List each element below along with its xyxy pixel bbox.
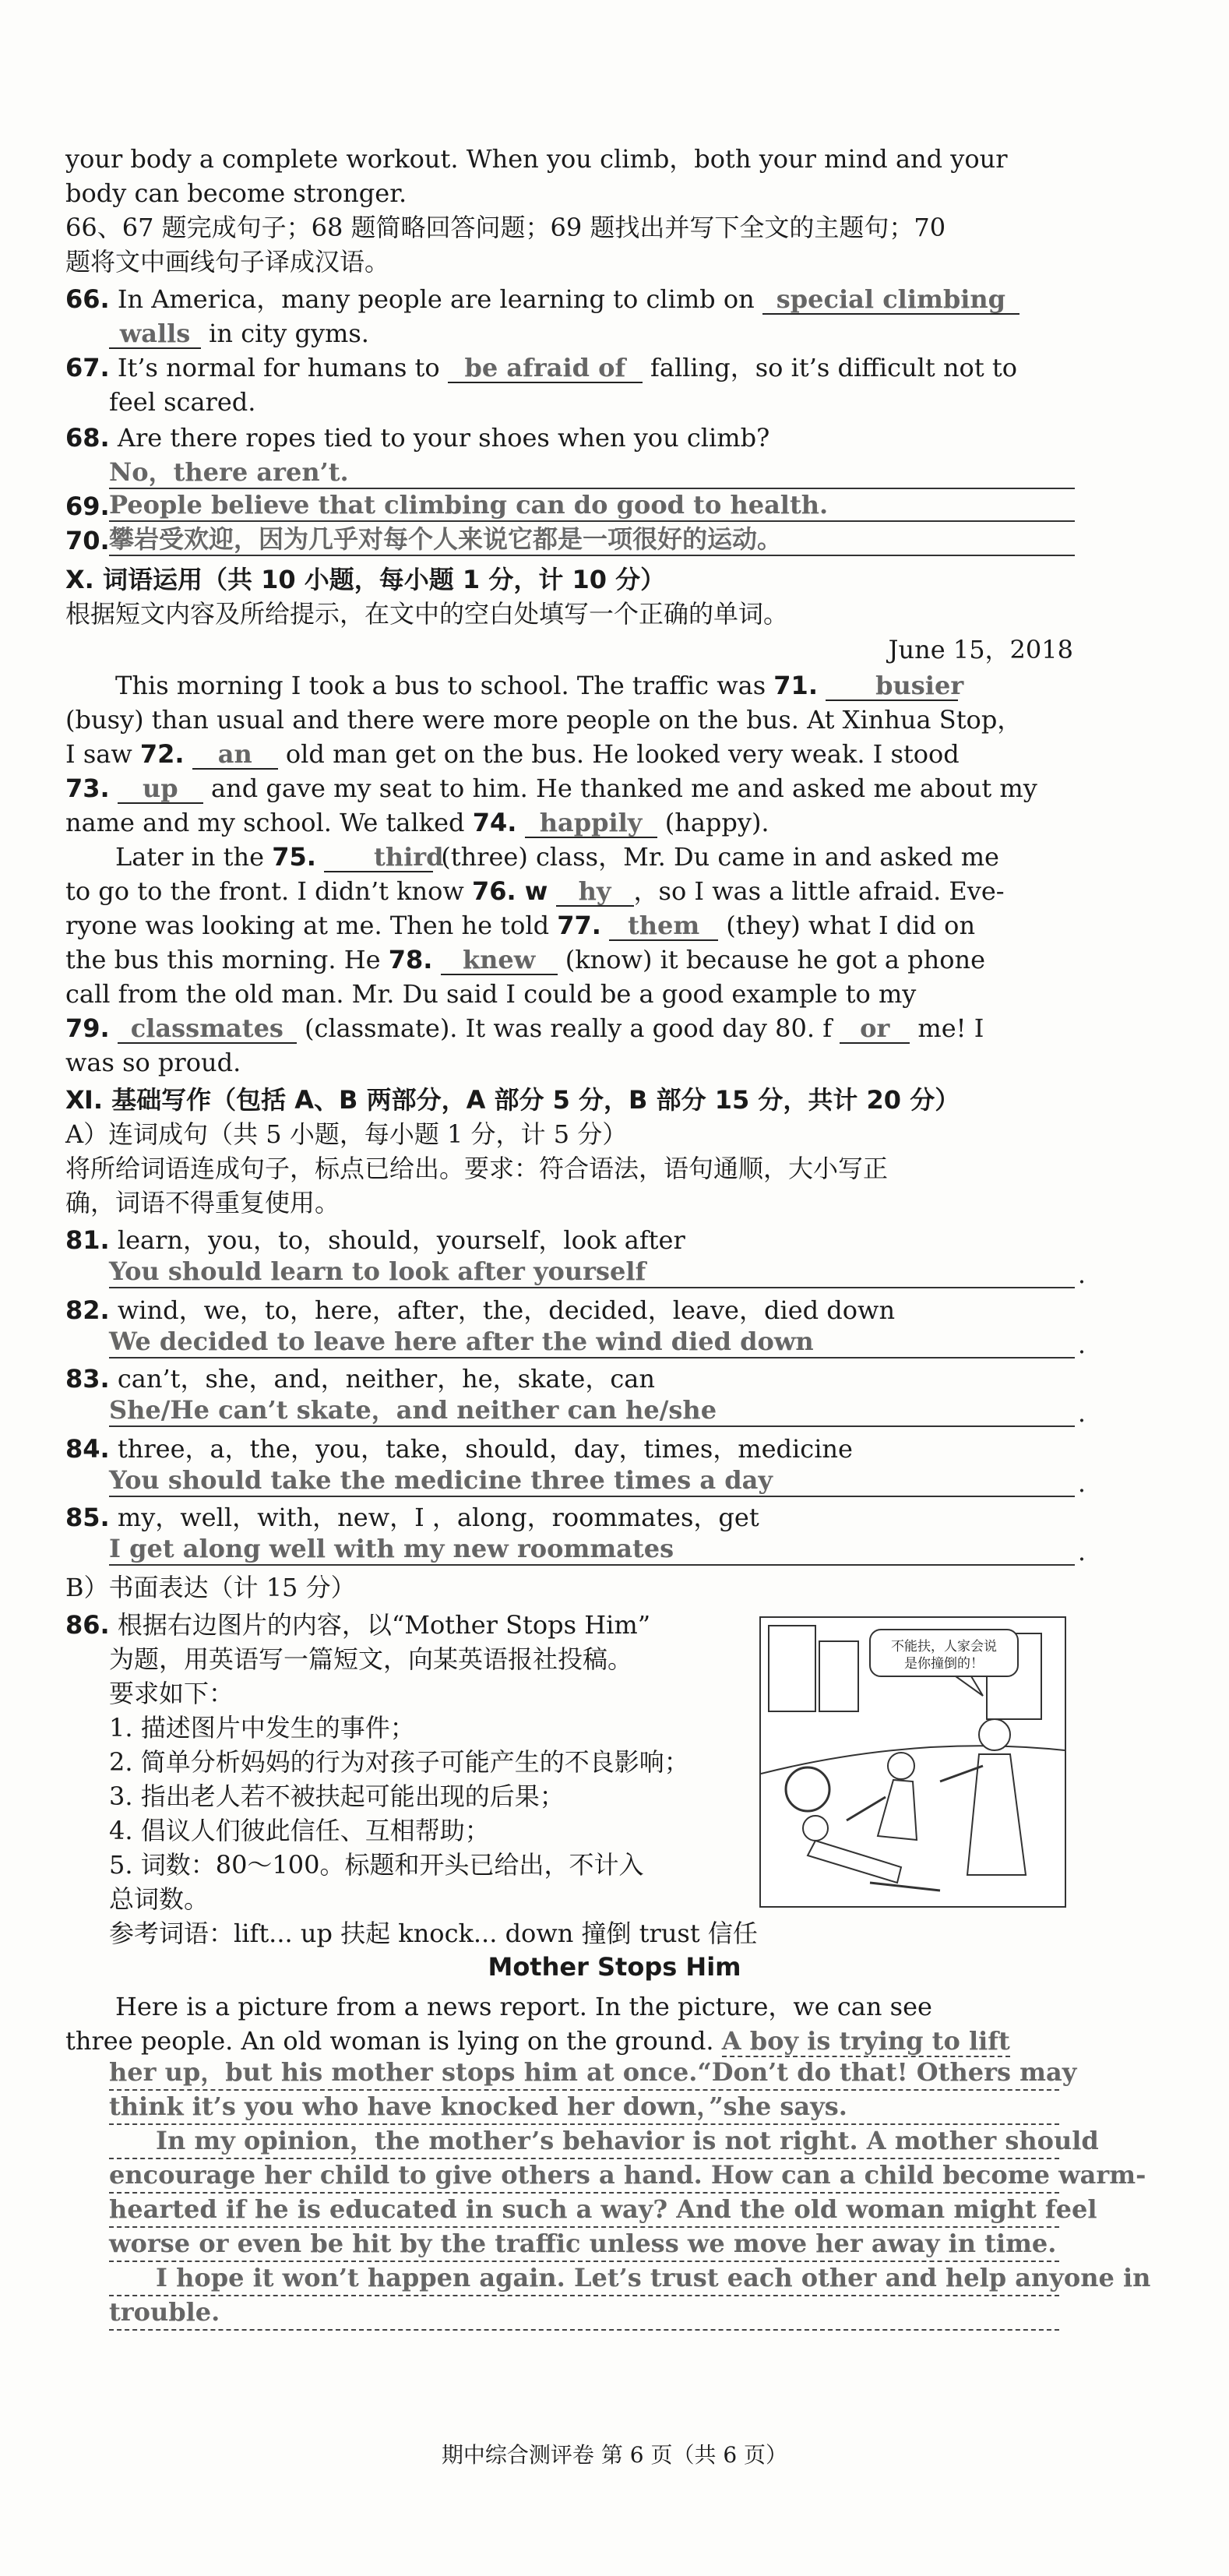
part-b-heading: B）书面表达（计 15 分）	[65, 1573, 356, 1602]
question-number: 83.	[65, 1364, 110, 1394]
answer-blank-72: an	[192, 740, 278, 770]
essay-answer-line: her up，but his mother stops him at once.“Don’t do that! Others may	[109, 2056, 1059, 2091]
answer-line-69: People believe that climbing can do good to health.	[109, 489, 1075, 522]
intro-line-2: body can become stronger.	[65, 178, 407, 208]
passage-text: ryone was looking at me. Then he told	[65, 911, 558, 940]
prompt-line: 要求如下：	[109, 1679, 234, 1708]
cartoon-image	[759, 1616, 1066, 1908]
essay-title: Mother Stops Him	[488, 1952, 741, 1982]
passage-line	[65, 771, 1078, 805]
answer-text: I get along well with my new roommates	[109, 1534, 674, 1563]
passage-text: (classmate). It was really a good day 80. f	[296, 1013, 833, 1043]
answer-line-81: You should learn to look after yourself .	[109, 1256, 1086, 1289]
passage-text: me! I	[917, 1013, 984, 1043]
passage-text: This morning I took a bus to school. The traffic was	[115, 671, 774, 700]
word-list: three，a，the，you，take，should，day，times，medicine	[117, 1434, 853, 1464]
essay-answer-line: trouble.	[109, 2296, 1059, 2331]
passage-text: (know) it because he got a phone	[557, 945, 986, 974]
passage-line: (busy) than usual and there were more people on the bus. At Xinhua Stop，	[65, 705, 1023, 735]
question-81	[65, 1223, 1078, 1257]
section-10-instruction: 根据短文内容及所给提示，在文中的空白处填写一个正确的单词。	[65, 599, 789, 629]
answer-blank-79: classmates	[118, 1014, 297, 1044]
question-68	[65, 421, 1078, 455]
passage-text: the bus this morning. He	[65, 945, 389, 974]
part-a-heading: A）连词成句（共 5 小题，每小题 1 分，计 5 分）	[65, 1119, 628, 1149]
answer-blank-67: be afraid of	[448, 354, 643, 383]
answer-line-68: No，there aren’t.	[109, 456, 1075, 489]
question-number: 84.	[65, 1434, 110, 1464]
passage-line	[65, 874, 1078, 908]
instruction-line-2: 题将文中画线句子译成汉语。	[65, 247, 390, 277]
essay-given-text: three people. An old woman is lying on the ground.	[65, 2026, 714, 2056]
answer-text: You should learn to look after yourself	[109, 1256, 646, 1286]
question-67-continued: feel scared.	[109, 387, 256, 417]
passage-text: (happy).	[657, 808, 769, 837]
question-number: 85.	[65, 1503, 110, 1532]
answer-line-70: 攀岩受欢迎，因为几乎对每个人来说它都是一项很好的运动。	[109, 523, 1075, 556]
requirement-2: 2. 简单分析妈妈的行为对孩子可能产生的不良影响；	[109, 1747, 689, 1777]
requirement-4: 4. 倡议人们彼此信任、互相帮助；	[109, 1816, 490, 1845]
question-text: It’s normal for humans to	[117, 353, 440, 382]
essay-line	[65, 2024, 1078, 2058]
prompt-text: 根据右边图片的内容，以“Mother Stops Him”	[117, 1610, 651, 1640]
question-84	[65, 1432, 1078, 1466]
word-list: learn，you，to，should，yourself，look after	[117, 1225, 685, 1255]
question-text: In America，many people are learning to climb on	[117, 284, 755, 314]
passage-line	[65, 805, 1078, 840]
question-66	[65, 282, 1078, 316]
question-number: 69.	[65, 492, 110, 521]
blank-number: 76. w	[471, 876, 548, 906]
passage-text: (three) class，Mr. Du came in and asked me	[433, 842, 999, 872]
answer-blank-66b: walls	[109, 319, 201, 349]
question-number: 67.	[65, 353, 110, 382]
essay-answer-line: In my opinion，the mother’s behavior is not right. A mother should	[109, 2125, 1059, 2159]
passage-text: (they) what I did on	[718, 911, 976, 940]
requirement-3: 3. 指出老人若不被扶起可能出现的后果；	[109, 1781, 565, 1811]
question-number: 81.	[65, 1225, 110, 1255]
question-83	[65, 1362, 1078, 1396]
question-text: Are there ropes tied to your shoes when you climb?	[117, 423, 770, 453]
answer-blank-78: knew	[441, 946, 558, 975]
passage-line	[65, 668, 1078, 703]
answer-blank-77: them	[609, 911, 718, 941]
passage-line: was so proud.	[65, 1048, 241, 1077]
essay-answer-line: think it’s you who have knocked her down，”she says.	[109, 2091, 1059, 2125]
essay-answer-text: A boy is trying to lift	[721, 2026, 1010, 2056]
passage-text: Later in the	[115, 842, 273, 872]
requirement-5-continued: 总词数。	[109, 1884, 210, 1914]
passage-text: name and my school. We talked	[65, 808, 473, 837]
passage-line	[65, 1011, 1078, 1045]
word-list: my，well，with，new，I ，along，roommates，get	[117, 1503, 759, 1532]
answer-text: You should take the medicine three times a day	[109, 1465, 773, 1495]
speech-bubble-line-2: 是你撞倒的！	[904, 1656, 984, 1672]
blank-number: 73.	[65, 774, 110, 803]
passage-text: I saw	[65, 739, 140, 769]
word-list: can’t，she，and，neither，he，skate，can	[117, 1364, 655, 1394]
passage-line	[65, 737, 1078, 771]
passage-text: to go to the front. I didn’t know	[65, 876, 472, 906]
question-number: 66.	[65, 284, 110, 314]
speech-bubble-line-1: 不能扶，人家会说	[891, 1639, 997, 1654]
passage-line: call from the old man. Mr. Du said I could be a good example to my	[65, 979, 917, 1009]
answer-line-83: She/He can’t skate，and neither can he/she .	[109, 1395, 1086, 1428]
blank-number: 79.	[65, 1013, 110, 1043]
question-67	[65, 351, 1078, 385]
passage-line	[65, 840, 1078, 874]
question-number: 86.	[65, 1610, 110, 1640]
requirement-5: 5. 词数：80～100。标题和开头已给出，不计入	[109, 1850, 644, 1880]
passage-text: old man get on the bus. He looked very weak. I stood	[277, 739, 960, 769]
question-85	[65, 1500, 1078, 1535]
answer-text: We decided to leave here after the wind died down	[109, 1327, 814, 1356]
answer-line-82: We decided to leave here after the wind died down .	[109, 1327, 1086, 1359]
part-a-instruction-2: 确，词语不得重复使用。	[65, 1188, 340, 1218]
letter-date: June 15，2018	[888, 635, 1073, 664]
blank-number: 71.	[773, 671, 818, 700]
part-a-instruction-1: 将所给词语连成句子，标点已给出。要求：符合语法，语句通顺，大小写正	[65, 1154, 889, 1183]
instruction-line-1: 66、67 题完成句子；68 题简略回答问题；69 题找出并写下全文的主题句；70	[65, 213, 946, 242]
blank-number: 78.	[388, 945, 433, 974]
page-footer: 期中综合测评卷 第 6 页（共 6 页）	[441, 2442, 788, 2468]
answer-line-84: You should take the medicine three times a day .	[109, 1465, 1086, 1498]
section-10-heading: Ⅹ. 词语运用（共 10 小题，每小题 1 分，计 10 分）	[65, 565, 666, 594]
answer-blank-73: up	[118, 774, 203, 804]
answer-blank-80: or	[840, 1014, 910, 1044]
question-text: in city gyms.	[209, 319, 369, 348]
passage-line	[65, 908, 1078, 943]
answer-text: She/He can’t skate，and neither can he/she	[109, 1395, 717, 1425]
question-66-continued	[65, 316, 1078, 351]
answer-blank-71: busier	[826, 671, 958, 701]
answer-blank-76: hy	[556, 877, 634, 907]
question-text: falling，so it’s difficult not to	[650, 353, 1017, 382]
requirement-1: 1. 描述图片中发生的事件；	[109, 1713, 415, 1743]
question-number: 82.	[65, 1295, 110, 1325]
passage-text: and gave my seat to him. He thanked me and asked me about my	[202, 774, 1037, 803]
answer-blank-74: happily	[525, 809, 657, 838]
essay-answer-line: encourage her child to give others a hand. How can a child become warm-	[109, 2159, 1059, 2194]
question-number: 70.	[65, 526, 110, 555]
reference-words: 参考词语：lift... up 扶起 knock... down 撞倒 trust 信任	[109, 1919, 758, 1948]
essay-line: Here is a picture from a news report. In the picture，we can see	[115, 1992, 932, 2021]
passage-text: ，so I was a little afraid. Eve-	[633, 876, 1005, 906]
essay-answer-line: worse or even be hit by the traffic unless we move her away in time.	[109, 2228, 1059, 2262]
cartoon-drawing	[761, 1618, 1065, 1906]
question-82	[65, 1293, 1078, 1327]
answer-blank-75: third	[324, 843, 433, 872]
blank-number: 77.	[557, 911, 601, 940]
section-11-heading: Ⅺ. 基础写作（包括 A、B 两部分，A 部分 5 分，B 部分 15 分，共计 20 分）	[65, 1085, 960, 1115]
intro-line-1: your body a complete workout. When you climb，both your mind and your	[65, 144, 1008, 174]
answer-line-85: I get along well with my new roommates .	[109, 1534, 1086, 1566]
answer-blank-66a: special climbing	[762, 285, 1019, 315]
essay-answer-line: I hope it won’t happen again. Let’s trust each other and help anyone in	[109, 2262, 1059, 2296]
word-list: wind，we，to，here，after，the，decided，leave，died down	[117, 1295, 896, 1325]
prompt-line: 为题，用英语写一篇短文，向某英语报社投稿。	[109, 1644, 633, 1674]
blank-number: 75.	[272, 842, 316, 872]
passage-line	[65, 943, 1078, 977]
blank-number: 74.	[472, 808, 517, 837]
blank-number: 72.	[139, 739, 185, 769]
essay-answer-line: hearted if he is educated in such a way? And the old woman might feel	[109, 2194, 1059, 2228]
question-number: 68.	[65, 423, 110, 453]
